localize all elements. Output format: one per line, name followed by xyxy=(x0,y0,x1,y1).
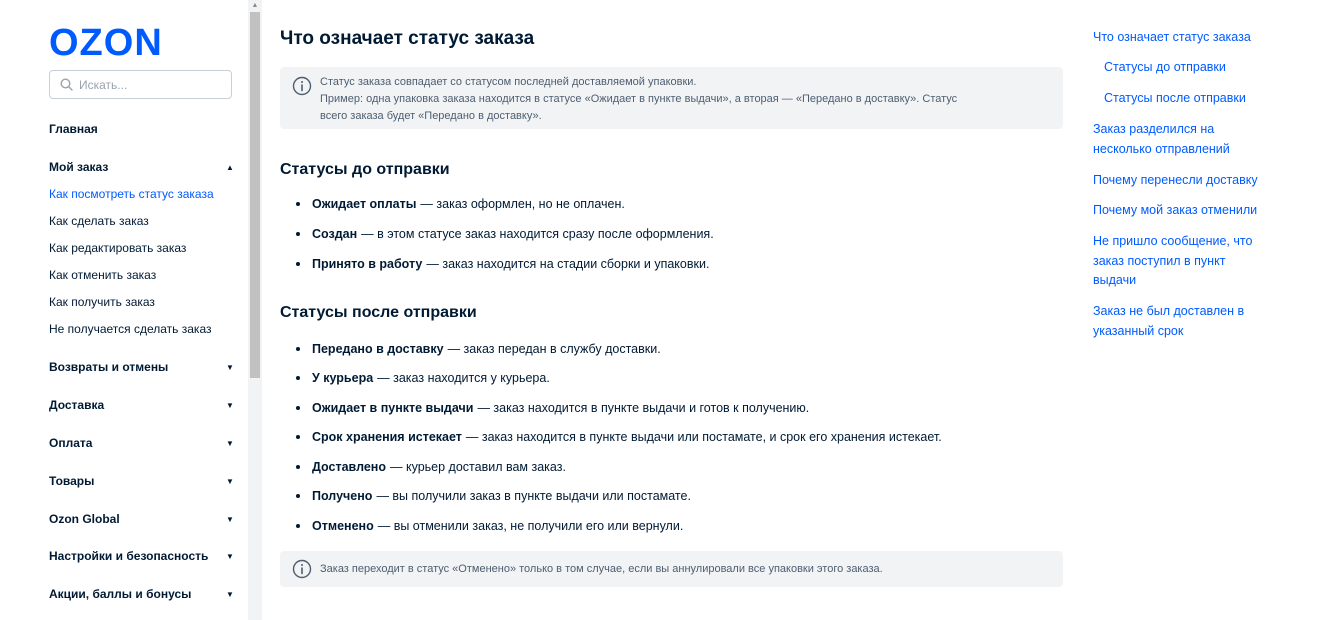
chevron-down-icon: ▼ xyxy=(226,438,234,448)
info-note xyxy=(280,67,1063,129)
status-term: Ожидает оплаты xyxy=(312,197,417,211)
sidebar-item-label: Товары xyxy=(49,474,95,488)
status-desc: — вы получили заказ в пункте выдачи или постамате. xyxy=(376,489,691,503)
list-item xyxy=(296,371,550,385)
status-desc: — заказ находится в пункте выдачи или постамате, и срок его хранения истекает. xyxy=(465,430,942,444)
sidebar-item-label: Оплата xyxy=(49,436,93,450)
status-desc: — заказ передан в службу доставки. xyxy=(447,342,661,356)
list-item xyxy=(296,430,942,444)
sidebar-subitem-cancel-order[interactable]: Как отменить заказ xyxy=(49,268,157,282)
status-term: Ожидает в пункте выдачи xyxy=(312,401,474,415)
logo-text: OZON xyxy=(49,24,163,60)
sidebar-item-payment[interactable] xyxy=(49,436,234,450)
status-desc: — заказ оформлен, но не оплачен. xyxy=(420,197,625,211)
list-item xyxy=(296,227,714,241)
bullet-icon xyxy=(296,262,300,266)
bullet-icon xyxy=(296,524,300,528)
toc-link[interactable]: Статусы после отправки xyxy=(1104,91,1246,105)
sidebar-item-ozon-global[interactable] xyxy=(49,512,234,526)
info-note-line: всего заказа будет «Передано в доставку». xyxy=(320,110,542,122)
chevron-down-icon: ▼ xyxy=(226,551,234,561)
sidebar-subitem-make-order[interactable]: Как сделать заказ xyxy=(49,214,149,228)
sidebar-item-delivery[interactable] xyxy=(49,398,234,412)
section-title-before-shipping: Статусы до отправки xyxy=(280,161,450,178)
chevron-down-icon: ▼ xyxy=(226,476,234,486)
sidebar-item-label: Ozon Global xyxy=(49,512,120,526)
bullet-icon xyxy=(296,376,300,380)
status-term: Отменено xyxy=(312,519,374,533)
sidebar-item-settings[interactable] xyxy=(49,549,234,563)
bullet-icon xyxy=(296,202,300,206)
search-box[interactable] xyxy=(49,70,232,99)
info-icon xyxy=(292,76,312,96)
toc-link[interactable]: Что означает статус заказа xyxy=(1093,30,1251,44)
sidebar xyxy=(0,0,248,620)
status-term: Получено xyxy=(312,489,373,503)
status-term: Доставлено xyxy=(312,460,386,474)
status-term: Принято в работу xyxy=(312,257,423,271)
sidebar-item-label: Доставка xyxy=(49,398,105,412)
status-desc: — заказ находится у курьера. xyxy=(377,371,550,385)
info-note-cancel xyxy=(280,551,1063,587)
scrollbar-thumb[interactable] xyxy=(250,12,260,378)
list-item xyxy=(296,342,661,356)
info-icon xyxy=(292,559,312,579)
search-icon xyxy=(60,78,73,91)
toc-link[interactable]: заказ поступил в пункт xyxy=(1093,254,1226,268)
sidebar-item-label: Возвраты и отмены xyxy=(49,360,169,374)
status-desc: — вы отменили заказ, не получили его или вернули. xyxy=(377,519,684,533)
info-note-text xyxy=(320,74,957,125)
bullet-icon xyxy=(296,232,300,236)
chevron-down-icon: ▼ xyxy=(226,589,234,599)
chevron-down-icon: ▼ xyxy=(226,362,234,372)
bullet-icon xyxy=(296,435,300,439)
list-item xyxy=(296,519,683,533)
sidebar-item-returns[interactable] xyxy=(49,360,234,374)
scroll-up-icon[interactable]: ▲ xyxy=(251,2,259,9)
section-title-after-shipping: Статусы после отправки xyxy=(280,304,477,321)
status-desc: — заказ находится в пункте выдачи и готов к получению. xyxy=(477,401,810,415)
chevron-down-icon: ▼ xyxy=(226,514,234,524)
toc-link[interactable]: Заказ разделился на xyxy=(1093,122,1215,136)
sidebar-subitem-edit-order[interactable]: Как редактировать заказ xyxy=(49,241,187,255)
sidebar-item-label: Мой заказ xyxy=(49,160,109,174)
toc-link[interactable]: Почему мой заказ отменили xyxy=(1093,203,1258,217)
bullet-icon xyxy=(296,406,300,410)
toc-link[interactable]: указанный срок xyxy=(1093,324,1184,338)
sidebar-subitem-order-status[interactable]: Как посмотреть статус заказа xyxy=(49,187,214,201)
status-term: Создан xyxy=(312,227,358,241)
status-term: Срок хранения истекает xyxy=(312,430,462,444)
sidebar-item-label: Главная xyxy=(49,122,98,136)
toc-link[interactable]: Не пришло сообщение, что xyxy=(1093,234,1253,248)
ozon-logo[interactable] xyxy=(49,24,184,60)
bullet-icon xyxy=(296,465,300,469)
toc-link[interactable]: Заказ не был доставлен в xyxy=(1093,304,1245,318)
bullet-icon xyxy=(296,347,300,351)
toc-link[interactable]: выдачи xyxy=(1093,273,1137,287)
sidebar-item-promotions[interactable] xyxy=(49,587,234,601)
list-item xyxy=(296,197,625,211)
info-note-line: Пример: одна упаковка заказа находится в статусе «Ожидает в пункте выдачи», а вторая — «Передано в доставку». Статус xyxy=(320,93,958,105)
list-item xyxy=(296,401,809,415)
status-desc: — в этом статусе заказ находится сразу после оформления. xyxy=(361,227,714,241)
list-item xyxy=(296,257,709,271)
info-note-text: Заказ переходит в статус «Отменено» только в том случае, если вы аннулировали все упаковки этого заказа. xyxy=(320,563,883,575)
toc-link[interactable]: Статусы до отправки xyxy=(1104,60,1226,74)
sidebar-subitem-order-problem[interactable]: Не получается сделать заказ xyxy=(49,322,212,336)
bullet-icon xyxy=(296,494,300,498)
status-desc: — курьер доставил вам заказ. xyxy=(390,460,566,474)
sidebar-item-label: Акции, баллы и бонусы xyxy=(49,587,192,601)
list-item xyxy=(296,460,566,474)
list-item xyxy=(296,489,691,503)
status-desc: — заказ находится на стадии сборки и упаковки. xyxy=(426,257,710,271)
sidebar-item-home[interactable] xyxy=(49,122,234,136)
status-term: У курьера xyxy=(312,371,374,385)
status-term: Передано в доставку xyxy=(312,342,444,356)
search-input[interactable] xyxy=(79,78,219,92)
sidebar-subitem-receive-order[interactable]: Как получить заказ xyxy=(49,295,155,309)
toc-link[interactable]: несколько отправлений xyxy=(1093,142,1230,156)
chevron-down-icon: ▼ xyxy=(226,400,234,410)
toc-link[interactable]: Почему перенесли доставку xyxy=(1093,173,1258,187)
page-title: Что означает статус заказа xyxy=(280,28,535,49)
sidebar-item-products[interactable] xyxy=(49,474,234,488)
chevron-up-icon: ▲ xyxy=(226,162,234,172)
sidebar-item-label: Настройки и безопасность xyxy=(49,549,209,563)
info-note-line: Статус заказа совпадает со статусом последней доставляемой упаковки. xyxy=(320,76,697,88)
sidebar-item-my-order[interactable] xyxy=(49,160,234,174)
